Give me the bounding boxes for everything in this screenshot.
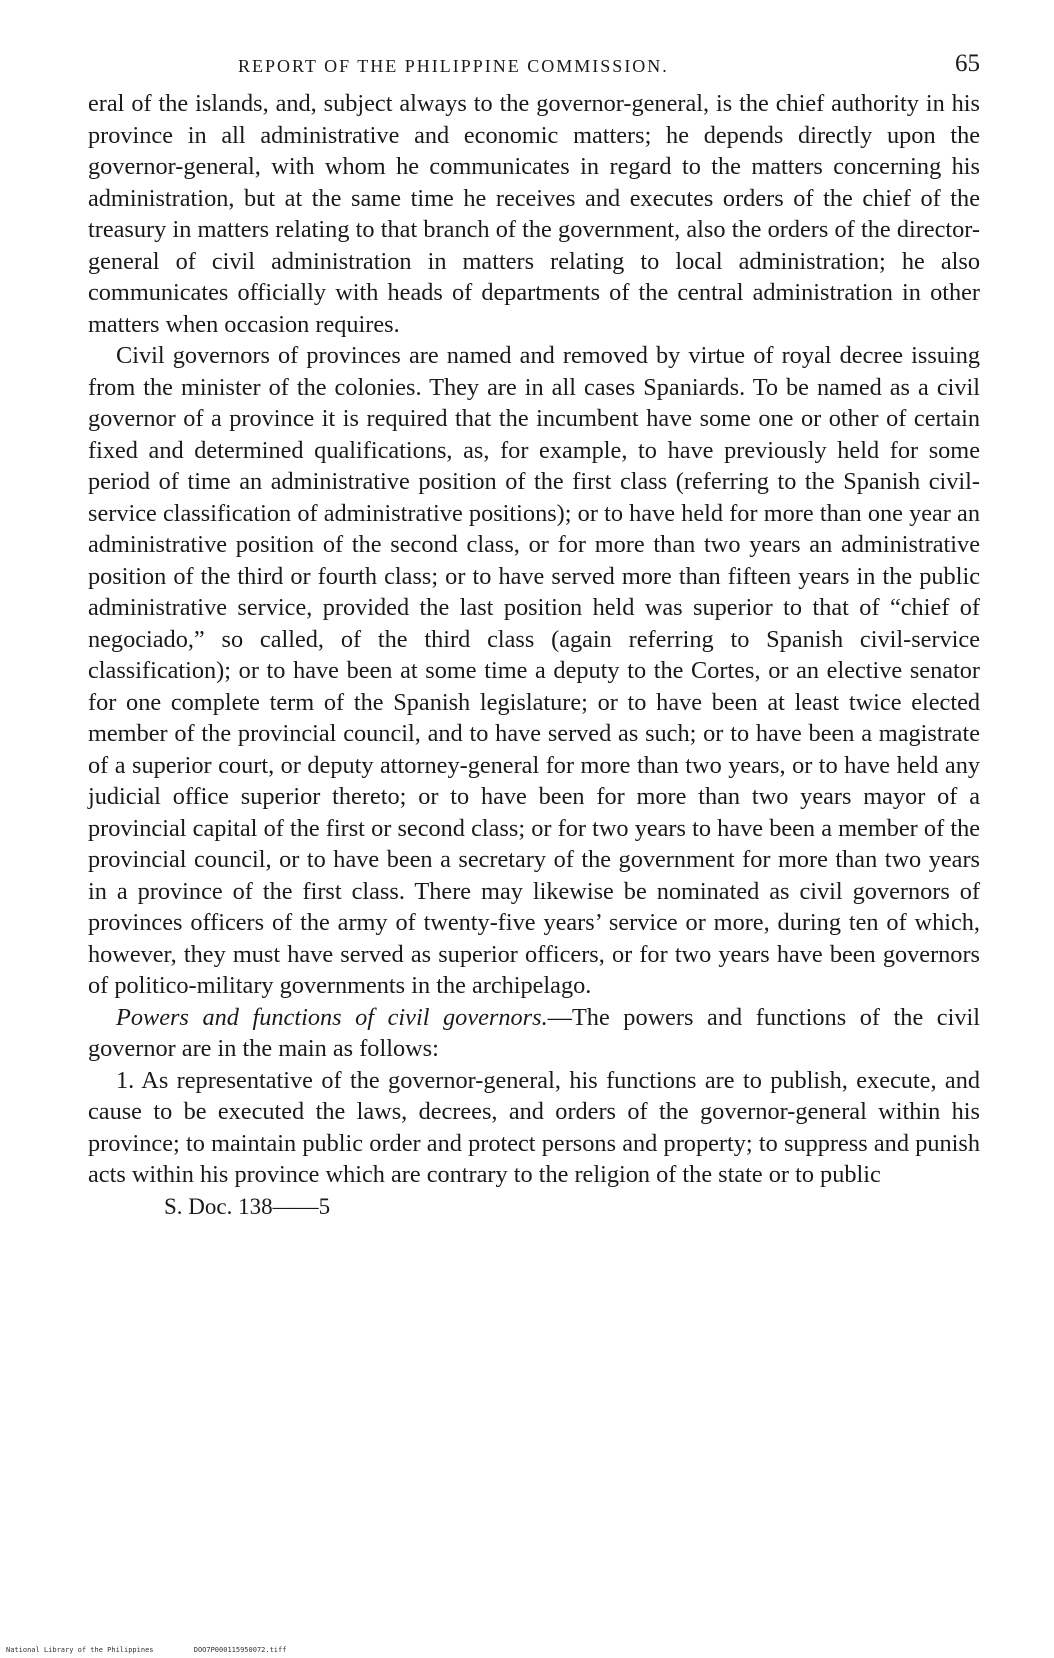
body-text xyxy=(88,88,980,1191)
signature-line: S. Doc. 138——5 xyxy=(164,1193,331,1219)
running-head: REPORT OF THE PHILIPPINE COMMISSION. xyxy=(238,56,669,76)
footer-file: DOO7P000115950072.tiff xyxy=(193,1646,287,1654)
document-page xyxy=(88,50,980,1222)
paragraph-appointment: Civil governors of provinces are named and removed by virtue of royal decree issuing from the minister of the colonies. They are in all cases Spaniards. To be named as a civil governor of a province it is required that the incumbent have some one or other of certain fixed and determined qualifications, as, for example, to have previously held for some period of time an administrative position of the first class (referring to the Spanish civil-service classification of administrative positions); or to have held for more than one year an administrative position of the second class, or for more than two years an administrative position of the third or fourth class; or to have served more than fifteen years in the public administrative service, provided the last position held was superior to that of “chief of negociado,” so called, of the third class (again referring to Spanish civil-service classification); or to have been at some time a deputy to the Cortes, or an elective senator for one complete term of the Spanish legislature; or to have been at least twice elected member of the provincial council, and to have served as such; or to have been a magistrate of a superior court, or deputy attorney-general for more than two years, or to have held any judicial office superior thereto; or to have been for more than two years mayor of a provincial capital of the first or second class; or for two years to have been a member of the provincial council, or to have been a secretary of the government for more than two years in a province of the first class. There may likewise be nominated as civil governors of provinces officers of the army of twenty-five years’ service or more, during ten of which, however, they must have served as superior officers, or for two years have been governors of politico-military governments in the archipelago. xyxy=(88,342,980,999)
page-header xyxy=(88,50,980,88)
section-lead-rest: —The powers and functions of the civil governor are in the main as follows: xyxy=(88,1003,980,1062)
footer-library: National Library of the Philippines xyxy=(6,1646,154,1654)
section-lead: Powers and functions of civil governors. xyxy=(116,1003,548,1031)
page-number: 65 xyxy=(955,50,980,77)
paragraph-continuation: eral of the islands, and, subject always to the governor-general, is the chief authority in his province in all administrative and economic matters; he depends directly upon the governor-general, with whom he communicates in regard to the matters concerning his administration, but at the same time he receives and executes orders of the chief of the treasury in matters relating to that branch of the government, also the orders of the director-general of civil administration in matters relating to local administration; he also communicates officially with heads of departments of the central administration in other matters when occasion requires. xyxy=(88,90,980,338)
scan-footer xyxy=(6,1646,322,1654)
paragraph-powers-heading xyxy=(88,1002,980,1065)
paragraph-function-1: 1. As representative of the governor-general, his functions are to publish, execute, and cause to be executed the laws, decrees, and orders of the governor-general within his province; to maintain public order and protect persons and property; to suppress and punish acts within his province which are contrary to the religion of the state or to public xyxy=(88,1066,980,1188)
